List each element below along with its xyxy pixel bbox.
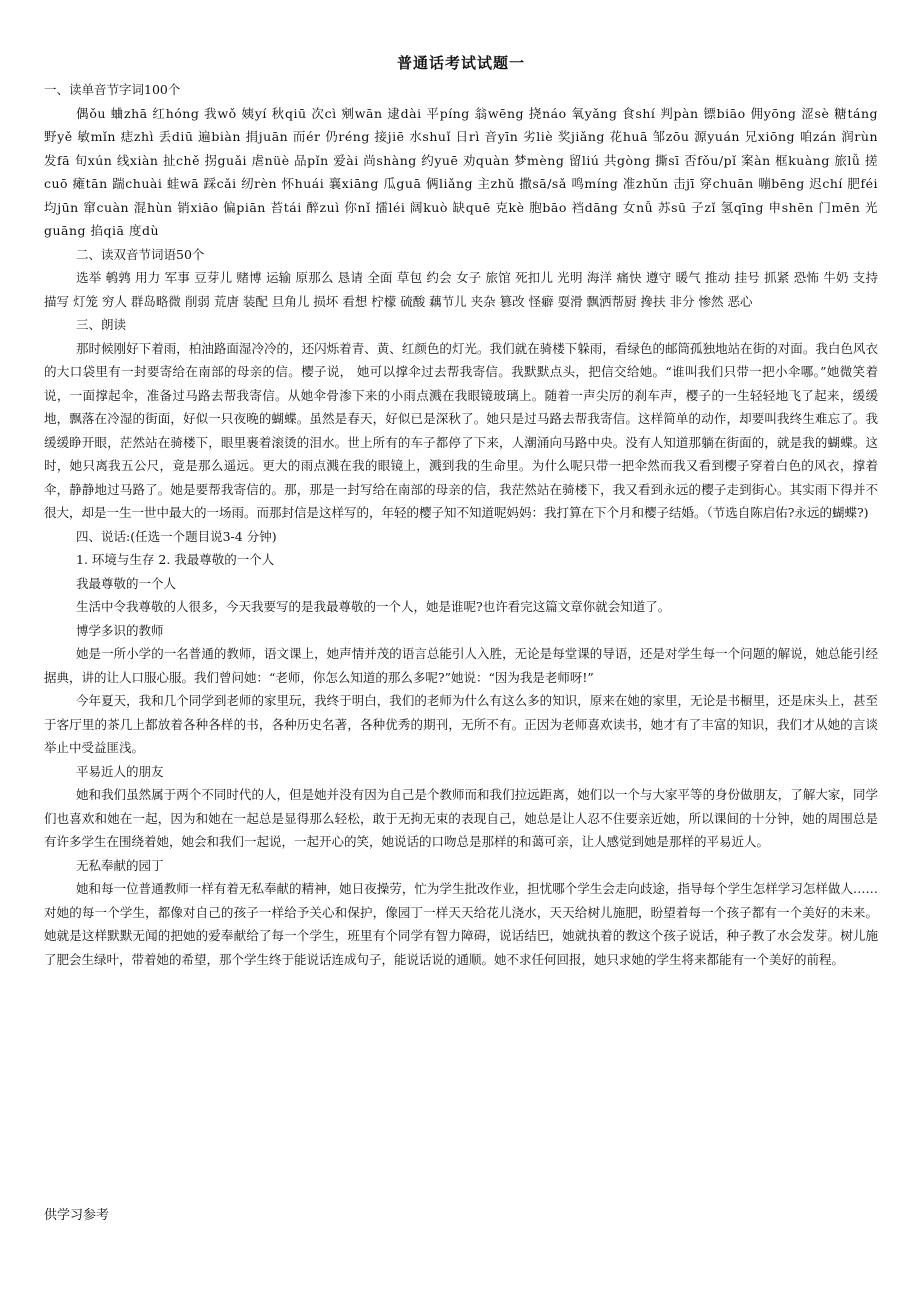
essay-subheading-3: 无私奉献的园丁 [76, 857, 164, 873]
document-title: 普通话考试试题一 [396, 54, 525, 72]
section1-heading: 一、读单音节字词100个 [44, 82, 181, 97]
essay-paragraph-3: 她和我们虽然属于两个不同时代的人，但是她并没有因为自己是个教师而和我们拉远距离，她们以一个与大家平等的身份做朋友，了解大家，同学们也喜欢和她在一起，因为和她在一起总是显得那么轻松，敢于无拘无束的表现自己，她总是让人忍不住要亲近她，所以课间的十分钟，她的周围总是有许多学生在围绕着她，她会和我们一起说，一起开心的笑，她说话的口吻总是那样的和蔼可亲，让人感觉到她是那样的平易近人。 [44, 787, 878, 849]
section2-text: 选举 鹌鹑 用力 军事 豆芽儿 赌博 运输 原那么 恳请 全面 草包 约会 女子 旅馆 死扣儿 光明 海洋 痛快 遵守 暖气 推动 挂号 抓紧 恐怖 牛奶 支持 描写 灯笼 穷人 群岛略微 削弱 荒唐 装配 旦角儿 损坏 看想 柠檬 硫酸 藕节儿 夹杂 篡改 怪癖 耍滑 飘洒帮厨 搀扶 非分 惨然 恶心 [44, 270, 878, 309]
section4-heading: 四、说话:(任选一个题目说3-4 分钟) [76, 528, 277, 544]
essay-paragraph-2: 今年夏天，我和几个同学到老师的家里玩，我终于明白，我们的老师为什么有这么多的知识，原来在她的家里，无论是书橱里，还是床头上，甚至于客厅里的茶几上都放着各种各样的书，各种历史名著，各种优秀的期刊，无所不有。正因为老师喜欢读书，她才有了丰富的知识，我们才从她的言谈举止中受益匪浅。 [44, 693, 878, 755]
document-page [44, 52, 878, 971]
section2-heading: 二、读双音节词语50个 [76, 246, 205, 262]
section4-topics: 1. 环境与生存 2. 我最尊敬的一个人 [76, 552, 275, 567]
essay-subheading-1: 博学多识的教师 [76, 622, 164, 638]
page-footer: 供学习参考 [44, 1208, 110, 1223]
section3-text: 那时候刚好下着雨，柏油路面湿冷冷的，还闪烁着青、黄、红颜色的灯光。我们就在骑楼下躲雨，看绿色的邮筒孤独地站在街的对面。我白色风衣的大口袋里有一封要寄给在南部的母亲的信。樱子说， 她可以撑伞过去帮我寄信。我默默点头，把信交给她。“谁叫我们只带一把小伞哪。”她微笑着说，一面撑起伞，准备过马路去帮我寄信。从她伞骨渗下来的小雨点溅在我眼镜玻璃上。随着一声尖厉的刹车声，樱子的一生轻轻地飞了起来，缓缓地，飘落在冷湿的街面，好似一只夜晚的蝴蝶。虽然是春天，好似已是深秋了。她只是过马路去帮我寄信。这样简单的动作，却要叫我终生难忘了。我缓缓睁开眼，茫然站在骑楼下，眼里裹着滚烫的泪水。世上所有的车子都停了下来，人潮涌向马路中央。没有人知道那躺在街面的，就是我的蝴蝶。这时，她只离我五公尺，竟是那么遥远。更大的雨点溅在我的眼镜上，溅到我的生命里。为什么呢只带一把伞然而我又看到樱子穿着白色的风衣，撑着伞，静静地过马路了。她是要帮我寄信的。那，那是一封写给在南部的母亲的信，我茫然站在骑楼下，我又看到永远的樱子走到街心。其实雨下得并不很大，却是一生一世中最大的一场雨。而那封信是这样写的，年轻的樱子知不知道呢妈妈：我打算在下个月和樱子结婚。（节选自陈启佑?永远的蝴蝶?) [44, 340, 878, 520]
essay-intro: 生活中令我尊敬的人很多，今天我要写的是我最尊敬的一个人，她是谁呢?也许看完这篇文章你就会知道了。 [76, 599, 671, 614]
essay-subheading-2: 平易近人的朋友 [76, 763, 164, 779]
section3-heading: 三、朗读 [76, 317, 127, 332]
essay-title: 我最尊敬的一个人 [76, 575, 177, 591]
essay-paragraph-4: 她和每一位普通教师一样有着无私奉献的精神，她日夜操劳，忙为学生批改作业，担忧哪个学生会走向歧途，指导每个学生怎样学习怎样做人……对她的每一个学生，都像对自己的孩子一样给予关心和保护，像园丁一样天天给花儿浇水，天天给树儿施肥，盼望着每一个孩子都有一个美好的未来。她就是这样默默无闻的把她的爱奉献给了每一个学生，班里有个同学有智力障碍，说话结巴，她就执着的教这个孩子说话，种子教了水会发芽。树儿施了肥会生绿叶，带着她的希望，那个学生终于能说话连成句子，能说话说的通顺。她不求任何回报，她只求她的学生将来都能有一个美好的前程。 [44, 881, 878, 967]
essay-paragraph-1: 她是一所小学的一名普通的教师，语文课上，她声情并茂的语言总能引人入胜，无论是每堂课的导语，还是对学生每一个问题的解说，她总能引经据典，讲的让人口服心服。我们曾问她：“老师，你怎么知道的那么多呢?”她说：“因为我是老师呀!” [44, 646, 878, 685]
section1-text: 偶ǒu 蛐zhā 红hóng 我wǒ 姨yí 秋qiū 次cì 剜wān 逮dài 平píng 翁wēng 挠náo 氧yǎng 食shí 判pàn 镖biāo 佣yōng 涩sè 糖táng 野yě 敏mǐn 痣zhì 丢diū 遍biàn 捐juān 而ér 仍réng 接jiē 水shuǐ 日rì 音yīn 劣liè 奖jiǎng 花huā 邹zōu 源yuán 兄xiōng 咱zán 润rùn 发fā 旬xún 线xiàn 扯chě 拐guǎi 虐nüè 品pǐn 爱ài 尚shàng 约yuē 劝quàn 梦mèng 留liú 共gòng 撕sī 否fǒu/pǐ 案àn 框kuàng 旅lǚ 搓cuō 瘫tān 踹chuài 蛙wā 踩cǎi 纫rèn 怀huái 襄xiāng 瓜guā 俩liǎng 主zhǔ 撒sā/sǎ 鸣míng 准zhǔn 击jī 穿chuān 嘣bēng 迟chí 肥féi 均jūn 窜cuàn 混hùn 销xiāo 偏piān 苔tái 醉zuì 你nǐ 擂léi 阔kuò 缺quē 克kè 胞bāo 裆dāng 女nǚ 苏sū 子zǐ 氢qīng 申shēn 门mēn 光guāng 掐qiā 度dù [44, 105, 878, 238]
